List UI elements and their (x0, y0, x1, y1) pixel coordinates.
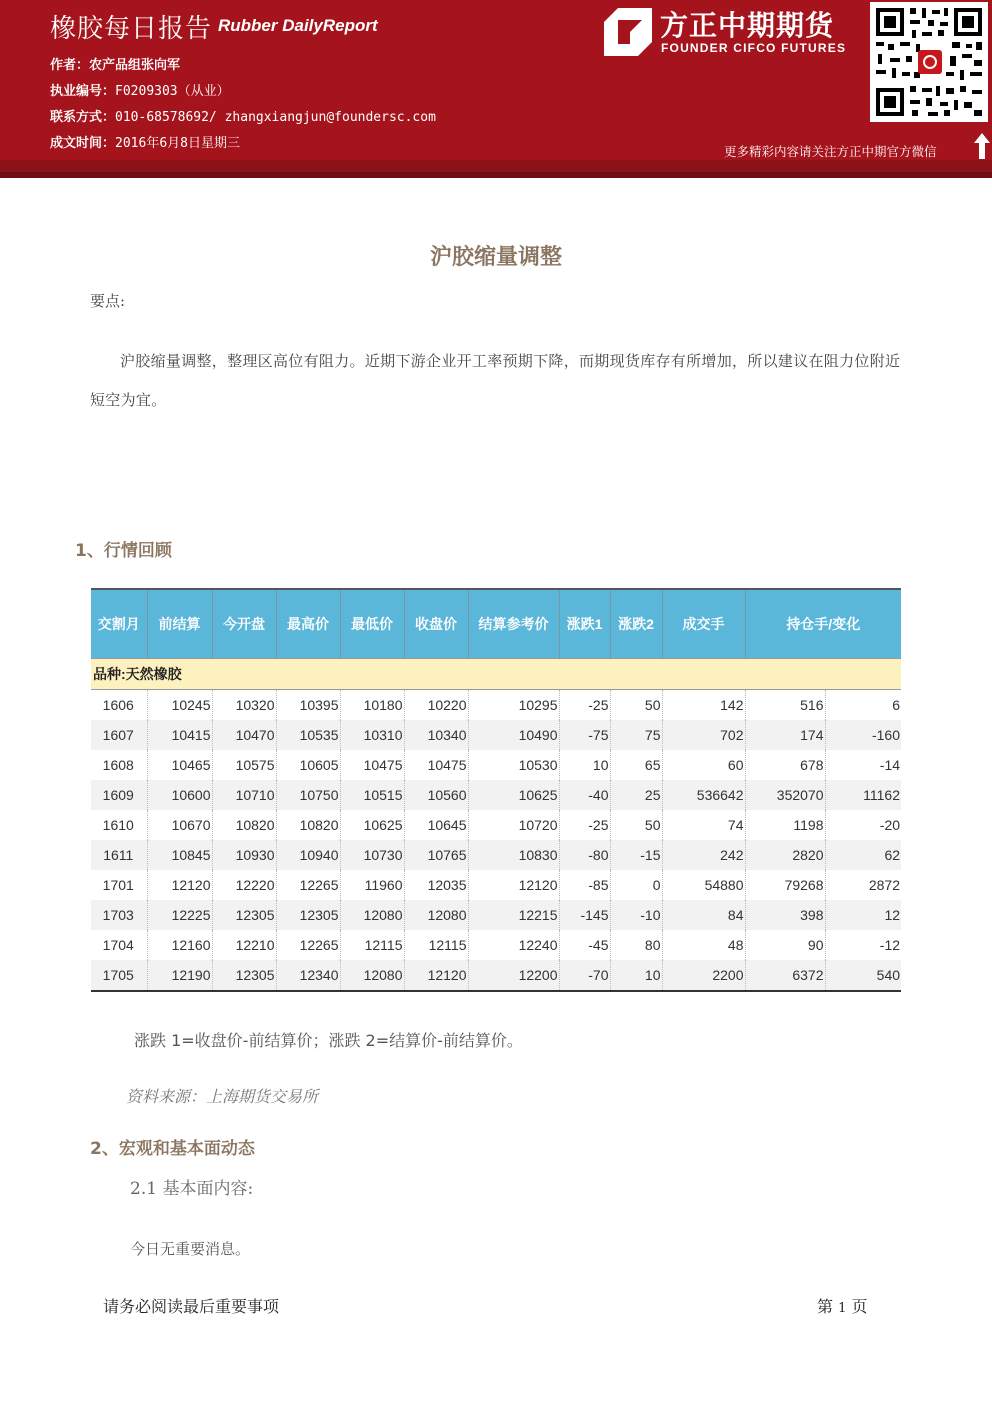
col-header: 收盘价 (404, 589, 468, 659)
table-cell: 6 (825, 690, 901, 721)
table-cell: 12305 (276, 900, 340, 930)
table-cell: 10320 (212, 690, 276, 721)
table-cell: 90 (745, 930, 825, 960)
section-market-review-heading: 1、行情回顾 (75, 541, 172, 561)
table-cell: -14 (825, 750, 901, 780)
table-cell: -145 (559, 900, 610, 930)
group-row (91, 659, 901, 690)
license-number: F0209303（从业） (115, 84, 230, 99)
table-cell: 10625 (340, 810, 404, 840)
table-row (91, 840, 901, 870)
table-cell: 50 (610, 810, 662, 840)
table-cell: 10820 (212, 810, 276, 840)
contact-label: 联系方式： (50, 110, 116, 125)
table-row (91, 690, 901, 721)
table-cell: 678 (745, 750, 825, 780)
date-line (50, 132, 240, 151)
table-cell: -10 (610, 900, 662, 930)
col-header: 最高价 (276, 589, 340, 659)
header-rule-dark (0, 172, 992, 178)
table-cell: 10465 (147, 750, 212, 780)
table-cell: 79268 (745, 870, 825, 900)
table-cell: 2820 (745, 840, 825, 870)
table-cell: 10600 (147, 780, 212, 810)
table-row (91, 720, 901, 750)
table-cell: 12035 (404, 870, 468, 900)
table-cell: 75 (610, 720, 662, 750)
table-cell: 12080 (340, 960, 404, 991)
table-cell: 12080 (340, 900, 404, 930)
table-cell: 10625 (468, 780, 559, 810)
table-cell: 12 (825, 900, 901, 930)
table-cell: 1705 (91, 960, 147, 991)
report-title-en: Rubber DailyReport (218, 16, 378, 35)
table-cell: 12120 (468, 870, 559, 900)
table-cell: 536642 (662, 780, 745, 810)
contact-line (50, 106, 436, 125)
table-cell: 80 (610, 930, 662, 960)
table-cell: 12215 (468, 900, 559, 930)
page-prefix: 第 (817, 1297, 834, 1316)
table-cell: 10295 (468, 690, 559, 721)
group-label: 品种:天然橡胶 (91, 659, 901, 690)
document-title: 沪胶缩量调整 (429, 244, 562, 270)
section-macro-heading: 2、宏观和基本面动态 (90, 1139, 255, 1159)
table-cell: 516 (745, 690, 825, 721)
author-label: 作者： (50, 58, 90, 73)
table-cell: 12190 (147, 960, 212, 991)
table-cell: 12340 (276, 960, 340, 991)
table-cell: 10535 (276, 720, 340, 750)
table-cell: 12265 (276, 930, 340, 960)
qr-code-icon (870, 2, 988, 122)
table-cell: 12225 (147, 900, 212, 930)
table-cell: 398 (745, 900, 825, 930)
table-cell: 10845 (147, 840, 212, 870)
table-cell: 1198 (745, 810, 825, 840)
table-cell: 10765 (404, 840, 468, 870)
table-row (91, 960, 901, 991)
table-cell: -45 (559, 930, 610, 960)
col-header: 交割月 (91, 589, 147, 659)
table-cell: 1607 (91, 720, 147, 750)
founder-logo-icon (604, 8, 652, 56)
table-cell: 12220 (212, 870, 276, 900)
license-line (50, 80, 230, 99)
table-cell: 10490 (468, 720, 559, 750)
table-cell: 12080 (404, 900, 468, 930)
table-cell: 10670 (147, 810, 212, 840)
table-cell: 10395 (276, 690, 340, 721)
report-date: 2016年6月8日星期三 (115, 136, 240, 151)
table-cell: -75 (559, 720, 610, 750)
table-cell: 174 (745, 720, 825, 750)
page-suffix: 页 (851, 1297, 868, 1316)
table-row (91, 870, 901, 900)
table-cell: 50 (610, 690, 662, 721)
page-number (817, 1294, 868, 1317)
col-header: 持仓手/变化 (745, 589, 901, 659)
table-cell: 74 (662, 810, 745, 840)
table-row (91, 930, 901, 960)
table-cell: 10530 (468, 750, 559, 780)
table-cell: -160 (825, 720, 901, 750)
col-header: 结算参考价 (468, 589, 559, 659)
table-cell: 10720 (468, 810, 559, 840)
table-cell: 142 (662, 690, 745, 721)
author-line (50, 54, 180, 73)
table-cell: -12 (825, 930, 901, 960)
table-cell: 10310 (340, 720, 404, 750)
table-cell: -25 (559, 690, 610, 721)
table-cell: 10515 (340, 780, 404, 810)
table-cell: 12210 (212, 930, 276, 960)
table-cell: 1701 (102, 877, 134, 893)
table-cell: 48 (662, 930, 745, 960)
table-cell: 12240 (468, 930, 559, 960)
quote-table (91, 588, 901, 992)
table-cell: 11960 (340, 870, 404, 900)
table-cell: 10940 (276, 840, 340, 870)
summary-paragraph: 沪胶缩量调整，整理区高位有阻力。近期下游企业开工率预期下降，而期现货库存有所增加，所以建议在阻力位附近短空为宜。 (90, 352, 901, 409)
table-cell: -70 (559, 960, 610, 991)
table-cell: 1608 (102, 757, 134, 773)
table-cell: 10605 (276, 750, 340, 780)
table-cell: 10180 (340, 690, 404, 721)
table-cell: 10730 (340, 840, 404, 870)
col-header: 涨跌1 (559, 589, 610, 659)
col-header: 涨跌2 (610, 589, 662, 659)
table-cell: 10 (610, 960, 662, 991)
footer-notice: 请务必阅读最后重要事项 (103, 1297, 280, 1316)
table-cell: 10470 (212, 720, 276, 750)
table-cell: 1609 (91, 780, 147, 810)
table-cell: 10415 (147, 720, 212, 750)
table-cell: 12120 (147, 870, 212, 900)
col-header: 最低价 (340, 589, 404, 659)
table-row (91, 810, 901, 840)
table-cell: 60 (662, 750, 745, 780)
formula-note: 涨跌 1=收盘价-前结算价；涨跌 2=结算价-前结算价。 (134, 1031, 523, 1050)
table-cell: 10560 (404, 780, 468, 810)
table-cell: 11162 (825, 780, 901, 810)
date-label: 成文时间： (50, 136, 116, 151)
source-note: 资料来源：上海期货交易所 (126, 1087, 319, 1106)
table-cell: 10245 (147, 690, 212, 721)
table-cell: 62 (825, 840, 901, 870)
table-row (91, 780, 901, 810)
table-cell: -40 (559, 780, 610, 810)
report-title: 橡胶每日报告 (50, 14, 213, 44)
table-cell: -80 (559, 840, 610, 870)
table-cell: 84 (662, 900, 745, 930)
author-name: 农产品组张向军 (89, 58, 181, 73)
fundamentals-content: 今日无重要消息。 (130, 1240, 251, 1258)
table-cell: -20 (825, 810, 901, 840)
table-cell: 2872 (825, 870, 901, 900)
table-cell: 1610 (102, 817, 134, 833)
table-cell: 12305 (212, 960, 276, 991)
table-cell: 10750 (276, 780, 340, 810)
page-number-value: 1 (838, 1301, 847, 1316)
table-cell: 1606 (102, 697, 134, 713)
table-header-row (91, 589, 901, 659)
table-cell: 540 (825, 960, 901, 991)
table-cell: 10575 (212, 750, 276, 780)
table-cell: 12265 (276, 870, 340, 900)
table-cell: 6372 (745, 960, 825, 991)
table-cell: 54880 (662, 870, 745, 900)
table-cell: 1703 (91, 900, 147, 930)
contact-info: 010-68578692/ zhangxiangjun@foundersc.com (115, 110, 436, 125)
table-cell: 65 (610, 750, 662, 780)
col-header: 前结算 (147, 589, 212, 659)
table-cell: 702 (662, 720, 745, 750)
table-cell: 12200 (468, 960, 559, 991)
wechat-follow-note: 更多精彩内容请关注方正中期官方微信 (724, 144, 937, 159)
table-cell: 12115 (404, 930, 468, 960)
table-cell: 352070 (745, 780, 825, 810)
table-cell: 10930 (212, 840, 276, 870)
table-row (91, 900, 901, 930)
col-header: 今开盘 (212, 589, 276, 659)
table-cell: 25 (610, 780, 662, 810)
table-cell: 10475 (340, 750, 404, 780)
table-cell: 10820 (276, 810, 340, 840)
table-cell: 12120 (404, 960, 468, 991)
brand-name-en: FOUNDER CIFCO FUTURES (661, 41, 847, 55)
table-cell: 242 (662, 840, 745, 870)
table-cell: 12115 (340, 930, 404, 960)
brand-name-cn: 方正中期期货 (660, 9, 835, 42)
key-points-label: 要点: (90, 292, 126, 310)
license-label: 执业编号： (50, 84, 116, 99)
table-cell: 12160 (147, 930, 212, 960)
table-cell: 10220 (404, 690, 468, 721)
table-cell: 10 (559, 750, 610, 780)
table-cell: -25 (559, 810, 610, 840)
table-cell: -15 (610, 840, 662, 870)
table-cell: 12305 (212, 900, 276, 930)
fundamentals-subheading: 2.1 基本面内容: (130, 1179, 254, 1199)
table-cell: 0 (610, 870, 662, 900)
table-cell: 10475 (404, 750, 468, 780)
arrow-up-icon (974, 133, 990, 159)
table-cell: 2200 (662, 960, 745, 991)
col-header: 成交手 (662, 589, 745, 659)
table-cell: 10340 (404, 720, 468, 750)
table-row (91, 750, 901, 780)
table-cell: 1611 (91, 840, 147, 870)
table-cell: 10645 (404, 810, 468, 840)
table-cell: 10710 (212, 780, 276, 810)
table-cell: 10830 (468, 840, 559, 870)
table-cell: 1704 (102, 937, 134, 953)
table-cell: -85 (559, 870, 610, 900)
